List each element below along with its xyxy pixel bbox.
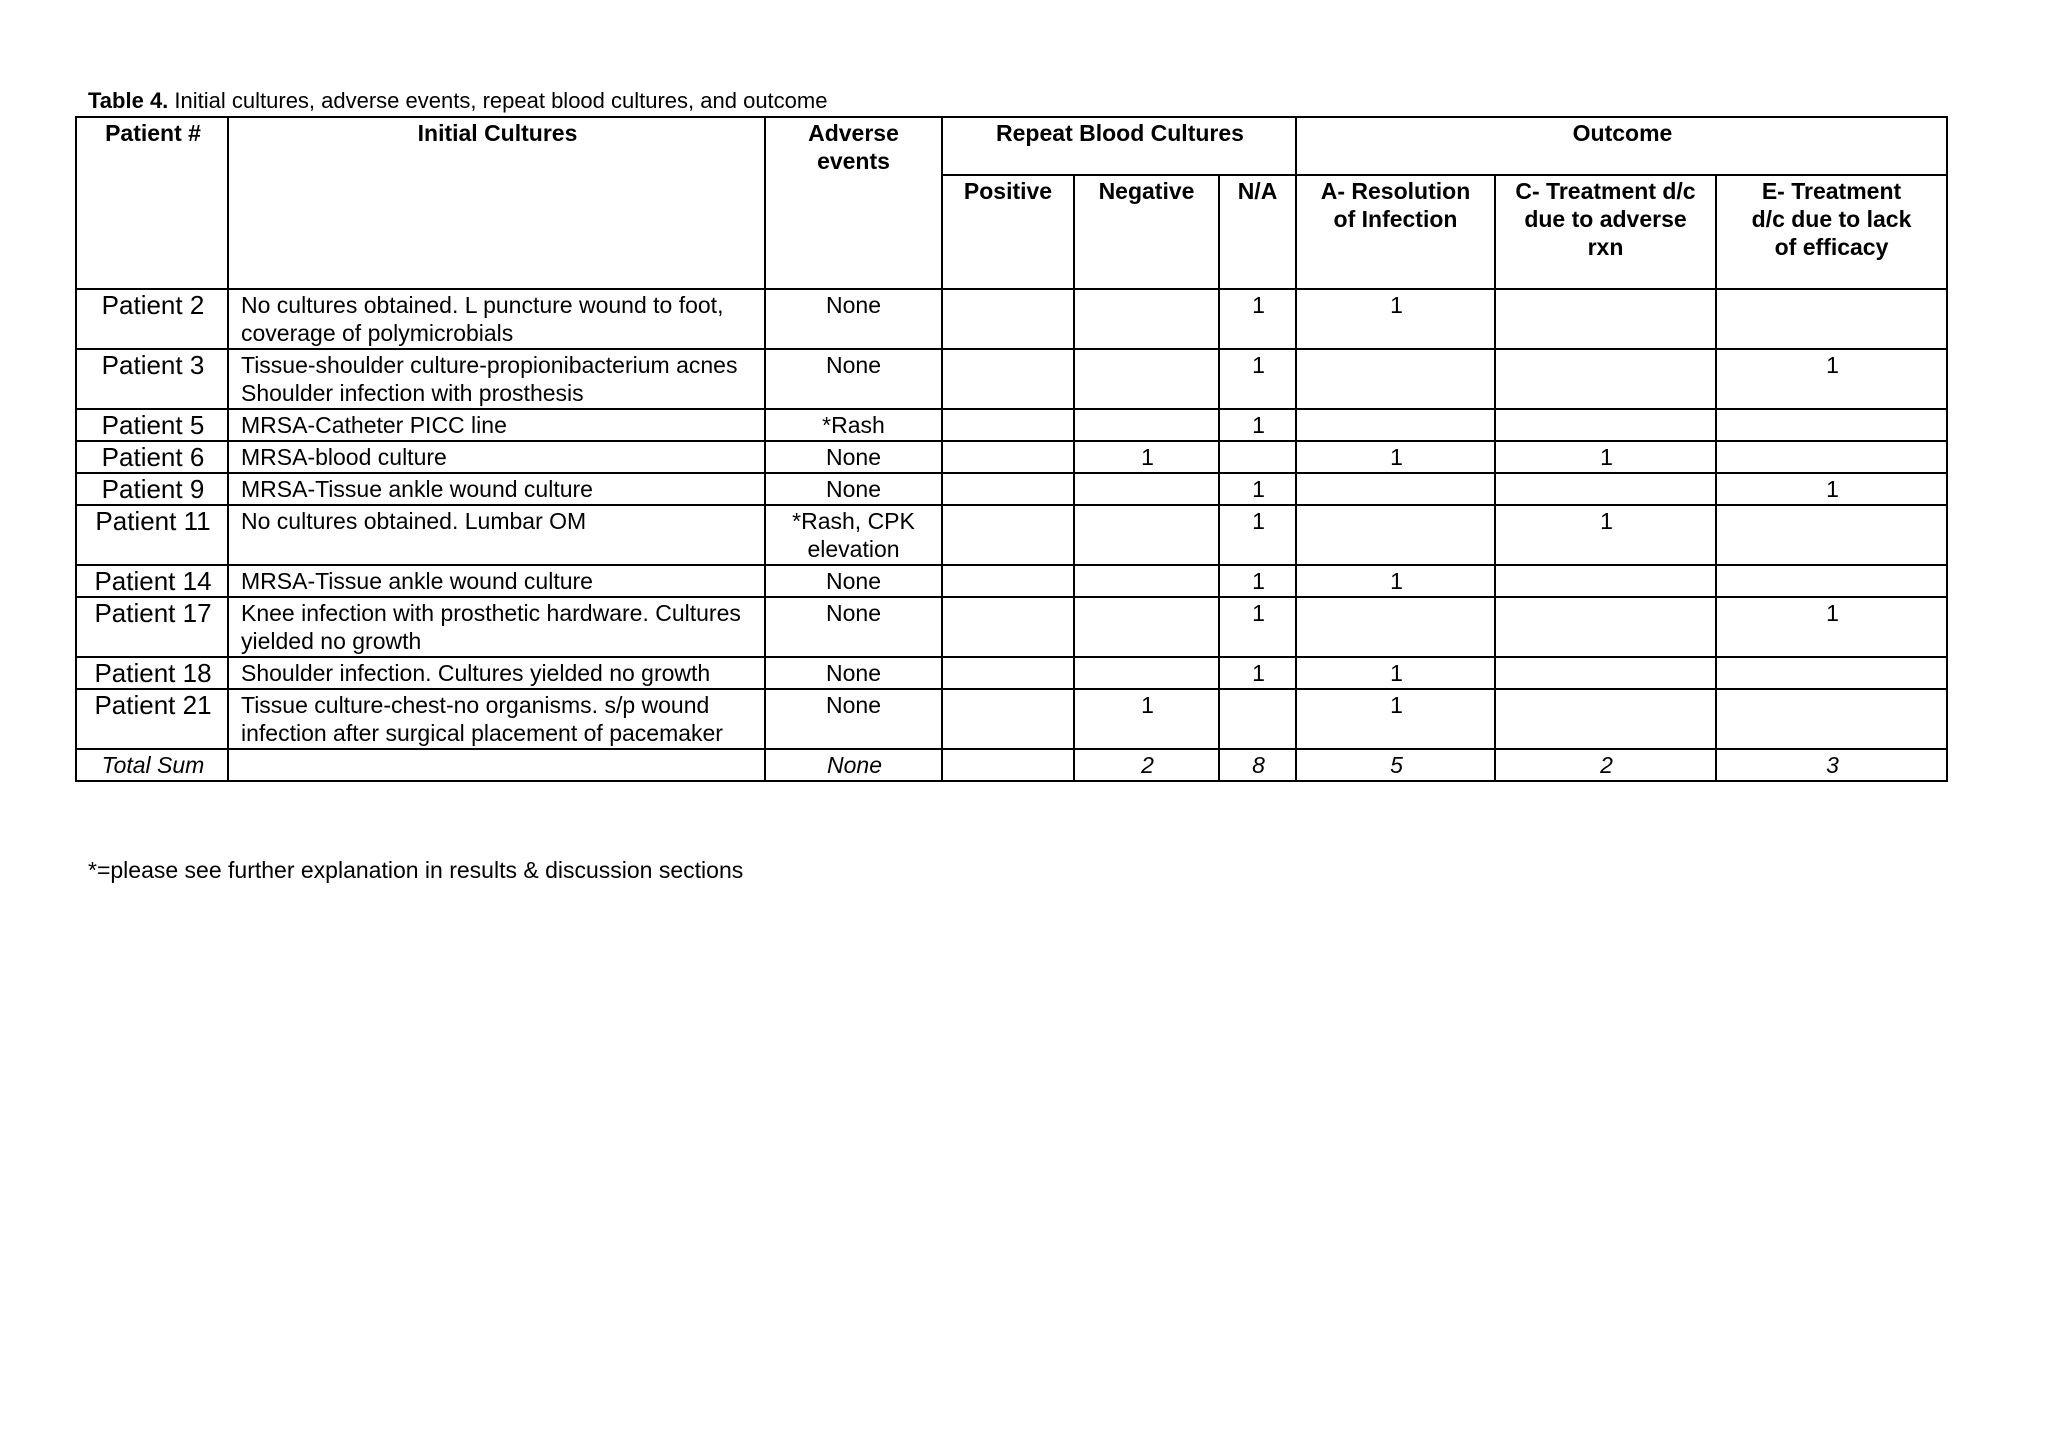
cell-outcome-a	[1296, 409, 1495, 441]
cell-initial-cultures: Tissue-shoulder culture-propionibacterium acnes Shoulder infection with prosthesis	[228, 349, 765, 409]
cell-outcome-c	[1495, 657, 1716, 689]
cell-outcome-a: 1	[1296, 289, 1495, 349]
cell-outcome-e	[1716, 505, 1947, 565]
cell-outcome-e	[1716, 409, 1947, 441]
table-caption-label: Table 4.	[88, 88, 169, 113]
table-row	[76, 597, 1947, 657]
cell-outcome-c	[1495, 409, 1716, 441]
cell-positive	[942, 441, 1074, 473]
cell-positive	[942, 689, 1074, 749]
footnote: *=please see further explanation in results & discussion sections	[88, 857, 744, 883]
cell-negative: 1	[1074, 689, 1219, 749]
cell-patient: Patient 9	[76, 473, 228, 505]
table-row	[76, 441, 1947, 473]
header-adverse-events: Adverse events	[765, 117, 942, 289]
cell-outcome-a	[1296, 473, 1495, 505]
header-initial-cultures: Initial Cultures	[228, 117, 765, 289]
cell-patient: Patient 17	[76, 597, 228, 657]
cell-adverse-events: *Rash	[765, 409, 942, 441]
table-caption-text: Initial cultures, adverse events, repeat blood cultures, and outcome	[174, 88, 828, 113]
cell-positive	[942, 289, 1074, 349]
cell-adverse-events: None	[765, 441, 942, 473]
header-patient: Patient #	[76, 117, 228, 289]
header-outcome-c: C- Treatment d/c due to adverse rxn	[1495, 175, 1716, 289]
total-adverse-events: None	[765, 749, 942, 781]
cell-negative: 1	[1074, 441, 1219, 473]
cell-na: 1	[1219, 289, 1296, 349]
cell-positive	[942, 657, 1074, 689]
total-initial-cultures	[228, 749, 765, 781]
cell-outcome-a	[1296, 505, 1495, 565]
total-outcome-e: 3	[1716, 749, 1947, 781]
cell-na: 1	[1219, 565, 1296, 597]
cell-positive	[942, 565, 1074, 597]
total-row	[76, 749, 1947, 781]
cell-outcome-e: 1	[1716, 349, 1947, 409]
results-table	[75, 116, 1948, 782]
cell-patient: Patient 3	[76, 349, 228, 409]
cell-na: 1	[1219, 349, 1296, 409]
cell-positive	[942, 597, 1074, 657]
table-row	[76, 565, 1947, 597]
header-repeat-blood-cultures: Repeat Blood Cultures	[942, 117, 1296, 175]
cell-outcome-e	[1716, 657, 1947, 689]
cell-outcome-a: 1	[1296, 441, 1495, 473]
table-body	[76, 289, 1947, 781]
cell-outcome-e	[1716, 689, 1947, 749]
cell-adverse-events: None	[765, 473, 942, 505]
cell-adverse-events: None	[765, 349, 942, 409]
cell-outcome-c	[1495, 689, 1716, 749]
total-na: 8	[1219, 749, 1296, 781]
cell-outcome-a: 1	[1296, 689, 1495, 749]
cell-negative	[1074, 349, 1219, 409]
cell-negative	[1074, 473, 1219, 505]
cell-outcome-c	[1495, 473, 1716, 505]
cell-na	[1219, 689, 1296, 749]
cell-outcome-e	[1716, 565, 1947, 597]
cell-na: 1	[1219, 505, 1296, 565]
cell-outcome-c	[1495, 289, 1716, 349]
cell-patient: Patient 5	[76, 409, 228, 441]
table-row	[76, 473, 1947, 505]
cell-positive	[942, 409, 1074, 441]
header-positive: Positive	[942, 175, 1074, 289]
cell-initial-cultures: Knee infection with prosthetic hardware. Cultures yielded no growth	[228, 597, 765, 657]
cell-negative	[1074, 289, 1219, 349]
cell-initial-cultures: MRSA-Tissue ankle wound culture	[228, 565, 765, 597]
cell-outcome-e: 1	[1716, 473, 1947, 505]
cell-patient: Patient 11	[76, 505, 228, 565]
cell-initial-cultures: MRSA-Tissue ankle wound culture	[228, 473, 765, 505]
header-outcome: Outcome	[1296, 117, 1947, 175]
cell-positive	[942, 505, 1074, 565]
total-outcome-a: 5	[1296, 749, 1495, 781]
table-row	[76, 289, 1947, 349]
cell-na: 1	[1219, 597, 1296, 657]
cell-na: 1	[1219, 657, 1296, 689]
total-positive	[942, 749, 1074, 781]
cell-negative	[1074, 657, 1219, 689]
cell-outcome-c: 1	[1495, 505, 1716, 565]
header-outcome-e: E- Treatment d/c due to lack of efficacy	[1716, 175, 1947, 289]
cell-patient: Patient 2	[76, 289, 228, 349]
cell-initial-cultures: MRSA-Catheter PICC line	[228, 409, 765, 441]
cell-adverse-events: None	[765, 565, 942, 597]
cell-outcome-c	[1495, 565, 1716, 597]
cell-adverse-events: None	[765, 597, 942, 657]
cell-initial-cultures: Tissue culture-chest-no organisms. s/p wound infection after surgical placement of pacemaker	[228, 689, 765, 749]
total-negative: 2	[1074, 749, 1219, 781]
table-row	[76, 409, 1947, 441]
cell-outcome-a: 1	[1296, 565, 1495, 597]
table-row	[76, 689, 1947, 749]
header-outcome-a: A- Resolution of Infection	[1296, 175, 1495, 289]
cell-outcome-a: 1	[1296, 657, 1495, 689]
total-outcome-c: 2	[1495, 749, 1716, 781]
cell-outcome-c	[1495, 349, 1716, 409]
header-row-main	[76, 117, 1947, 175]
table-caption	[88, 88, 827, 114]
header-na: N/A	[1219, 175, 1296, 289]
cell-outcome-e	[1716, 289, 1947, 349]
cell-initial-cultures: Shoulder infection. Cultures yielded no growth	[228, 657, 765, 689]
cell-adverse-events: *Rash, CPK elevation	[765, 505, 942, 565]
cell-na	[1219, 441, 1296, 473]
cell-na: 1	[1219, 409, 1296, 441]
cell-adverse-events: None	[765, 689, 942, 749]
header-negative: Negative	[1074, 175, 1219, 289]
cell-positive	[942, 349, 1074, 409]
cell-outcome-a	[1296, 597, 1495, 657]
cell-outcome-e	[1716, 441, 1947, 473]
table-row	[76, 505, 1947, 565]
cell-outcome-e: 1	[1716, 597, 1947, 657]
table-row	[76, 657, 1947, 689]
cell-initial-cultures: MRSA-blood culture	[228, 441, 765, 473]
cell-positive	[942, 473, 1074, 505]
cell-adverse-events: None	[765, 657, 942, 689]
total-label: Total Sum	[76, 749, 228, 781]
cell-initial-cultures: No cultures obtained. Lumbar OM	[228, 505, 765, 565]
cell-outcome-a	[1296, 349, 1495, 409]
cell-negative	[1074, 565, 1219, 597]
cell-patient: Patient 18	[76, 657, 228, 689]
cell-patient: Patient 21	[76, 689, 228, 749]
cell-negative	[1074, 409, 1219, 441]
cell-na: 1	[1219, 473, 1296, 505]
cell-patient: Patient 6	[76, 441, 228, 473]
cell-outcome-c	[1495, 597, 1716, 657]
cell-adverse-events: None	[765, 289, 942, 349]
cell-outcome-c: 1	[1495, 441, 1716, 473]
cell-patient: Patient 14	[76, 565, 228, 597]
table-row	[76, 349, 1947, 409]
cell-initial-cultures: No cultures obtained. L puncture wound to foot, coverage of polymicrobials	[228, 289, 765, 349]
cell-negative	[1074, 505, 1219, 565]
cell-negative	[1074, 597, 1219, 657]
